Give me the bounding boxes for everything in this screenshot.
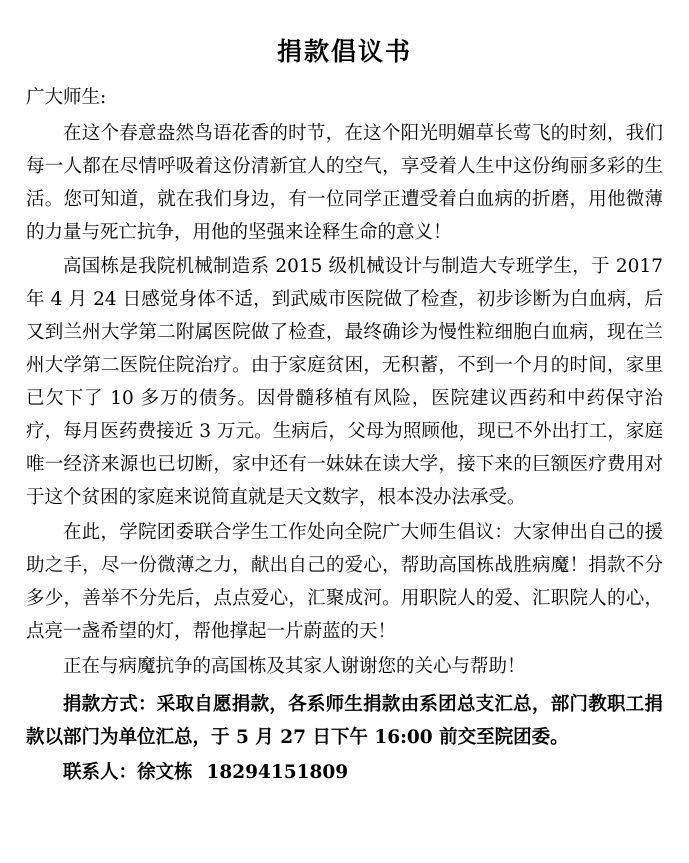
salutation: 广大师生: [26,87,107,108]
contact-label: 联系人：徐文栋 [63,762,193,784]
body-paragraph: 高国栋是我院机械制造系 2015 级机械设计与制造大专班学生，于 2017 年 4 月 24 日感觉身体不适，到武威市医院做了检查，初步诊断为白血病，后又到兰州大学第二附属医院做了检查，最终确诊为慢性粒细胞白血病，现在兰州大学第二医院住院治疗。由于家庭贫困，无积蓄，不到一个月的时间，家里已欠下了 10 多万的债务。因骨髓移植有风险，医院建议西药和中药保守治疗，每月医药费接近 3 万元。生病后，父母为照顾他，现已不外出打工，家庭唯一经济来源也已切断，家中还有一妹妹在读大学，接下来的巨额医疗费用对于这个贫困的家庭来说简直就是天文数字，根本没办法承受。 [26,256,663,508]
donation-method: 捐款方式：采取自愿捐款，各系师生捐款由系团总支汇总，部门教职工捐款以部门为单位汇总，于 5 月 27 日下午 16:00 前交至院团委。 [26,694,663,749]
document-title: 捐款倡议书 [276,37,412,66]
contact-line [26,757,663,790]
body-paragraph: 正在与病魔抗争的高国栋及其家人谢谢您的关心与帮助！ [63,655,526,677]
contact-phone: 18294151809 [206,762,349,784]
body-paragraph: 在此，学院团委联合学生工作处向全院广大师生倡议：大家伸出自己的援助之手，尽一份微薄之力，献出自己的爱心，帮助高国栋战胜病魔！捐款不分多少，善举不分先后，点点爱心，汇聚成河。用职院人的爱、汇职院人的心，点亮一盏希望的灯，帮他撑起一片蔚蓝的天！ [26,521,663,642]
body-paragraph: 在这个春意盎然鸟语花香的时节，在这个阳光明媚草长莺飞的时刻，我们每一人都在尽情呼吸着这份清新宜人的空气，享受着人生中这份绚丽多彩的生活。您可知道，就在我们身边，有一位同学正遭受着白血病的折磨，用他微薄的力量与死亡抗争，用他的坚强来诠释生命的意义！ [26,122,663,243]
